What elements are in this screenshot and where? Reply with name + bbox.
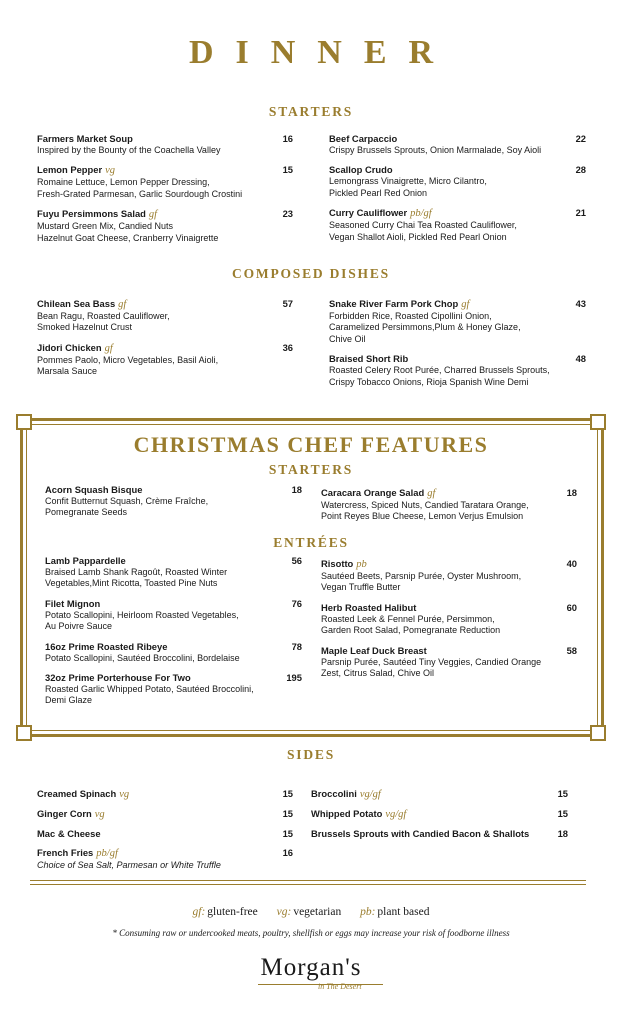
menu-item: [329, 353, 586, 388]
menu-item-name: [329, 353, 586, 365]
menu-item-price: 15: [282, 808, 293, 819]
menu-item: [329, 133, 586, 156]
menu-item-description: Choice of Sea Salt, Parmesan or White Truffle: [37, 860, 221, 870]
menu-item-name: [37, 847, 293, 860]
menu-item-price: 18: [291, 484, 302, 495]
frame-corner-ornament: [590, 414, 606, 430]
menu-item-description: Zest, Citrus Salad, Chive Oil: [321, 668, 435, 679]
diet-tag: vg: [119, 789, 130, 800]
menu-item: [311, 828, 568, 840]
diet-legend: [0, 906, 622, 918]
menu-item-name-text: Whipped Potato: [311, 808, 383, 819]
menu-item-description: Pommes Paolo, Micro Vegetables, Basil Aioli,: [37, 354, 219, 365]
menu-item-price: 15: [557, 808, 568, 819]
menu-item-price: 58: [566, 644, 577, 656]
legend-pb-key: pb:: [360, 906, 376, 918]
menu-item: [37, 298, 293, 334]
menu-item: [37, 342, 293, 378]
menu-item: [311, 788, 568, 801]
menu-item-name-text: Fuyu Persimmons Salad: [37, 208, 146, 220]
menu-item: [45, 672, 302, 707]
foodborne-illness-disclaimer: * Consuming raw or undercooked meats, poultry, shellfish or eggs may increase your risk of foodborne illness: [112, 928, 510, 938]
menu-item-name: [321, 602, 577, 614]
menu-item-name-text: Mac & Cheese: [37, 828, 101, 839]
menu-item-name-text: Snake River Farm Pork Chop: [329, 298, 459, 309]
menu-item-name: [321, 645, 577, 657]
menu-item-price: 43: [575, 298, 586, 309]
christmas-features-title: CHRISTMAS CHEF FEATURES: [133, 432, 489, 457]
legend-vg-label: vegetarian: [293, 906, 342, 918]
menu-item-name: [37, 298, 293, 311]
starters-heading: STARTERS: [268, 104, 354, 119]
menu-item-name: [329, 298, 586, 311]
menu-item: [329, 207, 586, 243]
menu-item-name: [37, 828, 293, 840]
frame-corner-ornament: [16, 725, 32, 741]
menu-title: DINNER: [188, 34, 456, 71]
menu-item-description: Watercress, Spiced Nuts, Candied Taratara Orange,: [321, 500, 529, 510]
menu-item: [37, 208, 293, 244]
menu-item-price: 15: [282, 828, 293, 839]
menu-item-price: 18: [557, 828, 568, 839]
menu-item-price: 76: [291, 597, 302, 609]
menu-item-price: 78: [291, 640, 302, 652]
menu-item-description: Hazelnut Goat Cheese, Cranberry Vinaigrette: [37, 232, 219, 243]
menu-item-description: Vegan Truffle Butter: [321, 582, 401, 593]
menu-item-description: Fresh-Grated Parmesan, Garlic Sourdough Crostini: [37, 188, 243, 199]
menu-item-description: Sautéed Beets, Parsnip Purée, Oyster Mushroom,: [321, 571, 522, 581]
diet-tag: vg: [105, 165, 116, 177]
menu-item-name-text: Broccolini: [311, 788, 357, 799]
menu-item-description: Vegetables,Mint Ricotta, Toasted Pine Nuts: [45, 578, 218, 589]
menu-item: [45, 641, 302, 664]
diet-tag: gf: [461, 299, 470, 310]
menu-item-price: 195: [286, 672, 302, 684]
menu-item-name-text: Lamb Pappardelle: [45, 555, 126, 566]
menu-item-description: Caramelized Persimmons,Plum & Honey Glaze,: [329, 322, 521, 333]
christmas-entrees-left-column: [45, 555, 302, 715]
menu-item-price: 15: [282, 788, 293, 799]
menu-item-name: [45, 598, 302, 610]
menu-item-name-text: 32oz Prime Porterhouse For Two: [45, 672, 191, 684]
menu-item-name: [37, 342, 293, 355]
menu-item: [37, 828, 293, 840]
diet-tag: vg/gf: [359, 789, 381, 800]
diet-tag: pb/gf: [96, 848, 118, 859]
menu-item-name-text: Risotto: [321, 558, 354, 569]
menu-item-description: Point Reyes Blue Cheese, Lemon Verjus Emulsion: [321, 511, 524, 522]
menu-item-name-text: Scallop Crudo: [329, 164, 393, 176]
menu-item-price: 15: [282, 164, 293, 176]
menu-item-name: [45, 641, 302, 653]
legend-pb-label: plant based: [377, 906, 430, 918]
menu-item-description: Crispy Tobacco Onions, Rioja Spanish Wine Demi: [329, 376, 529, 387]
menu-item-price: 28: [575, 164, 586, 176]
menu-item-name: [45, 672, 302, 684]
menu-item-name-text: Chilean Sea Bass: [37, 298, 116, 309]
menu-item-description: Roasted Celery Root Purée, Charred Brussels Sprouts,: [329, 365, 550, 376]
menu-item: [329, 164, 586, 199]
menu-item-price: 23: [282, 208, 293, 220]
menu-item-name-text: Caracara Orange Salad: [321, 487, 425, 498]
menu-item-name-text: Brussels Sprouts with Candied Bacon & Shallots: [311, 828, 530, 839]
composed-left-column: [37, 298, 293, 386]
menu-item-description: Au Poivre Sauce: [45, 621, 113, 632]
menu-item-name-text: Filet Mignon: [45, 597, 101, 609]
sides-left-column: [37, 788, 293, 878]
menu-item-description: Braised Lamb Shank Ragoût, Roasted Winter: [45, 567, 228, 577]
diet-tag: vg/gf: [385, 809, 407, 820]
menu-item-name-text: Curry Cauliflower: [329, 207, 408, 219]
menu-item-name: [37, 208, 293, 221]
menu-item-description: Roasted Leek & Fennel Purée, Persimmon,: [321, 613, 495, 624]
menu-item-description: Marsala Sauce: [37, 366, 98, 377]
menu-item-name-text: Braised Short Rib: [329, 353, 409, 365]
menu-item-name-text: Creamed Spinach: [37, 788, 117, 799]
menu-item-name-text: Lemon Pepper: [37, 164, 103, 176]
menu-item-name: [37, 808, 293, 821]
diet-tag: gf: [118, 299, 127, 310]
menu-item: [311, 808, 568, 821]
menu-item-description: Roasted Garlic Whipped Potato, Sautéed Broccolini,: [45, 684, 254, 695]
menu-item-name: [329, 164, 586, 176]
menu-item-price: 16: [282, 133, 293, 144]
diet-tag: gf: [427, 488, 436, 499]
menu-item-name: [45, 555, 302, 567]
menu-item-price: 18: [566, 487, 577, 498]
legend-gf-key: gf:: [192, 906, 206, 918]
composed-right-column: [329, 298, 586, 396]
menu-item: [37, 808, 293, 821]
menu-item-name: [329, 207, 586, 220]
menu-item: [37, 788, 293, 801]
menu-item-price: 48: [575, 353, 586, 365]
menu-item-description: Potato Scallopini, Sautéed Broccolini, Bordelaise: [45, 652, 240, 663]
divider-line: [30, 884, 586, 885]
menu-item-description: Confit Butternut Squash, Crème Fraîche,: [45, 496, 209, 506]
menu-item-name-text: Ginger Corn: [37, 808, 92, 819]
menu-item-description: Romaine Lettuce, Lemon Pepper Dressing,: [37, 177, 210, 188]
menu-item: [37, 133, 293, 156]
christmas-starters-right-column: [321, 487, 577, 531]
menu-item-description: Pomegranate Seeds: [45, 507, 128, 518]
divider-line: [30, 880, 586, 881]
menu-item: [321, 558, 577, 594]
menu-item-description: Lemongrass Vinaigrette, Micro Cilantro,: [329, 176, 487, 187]
menu-item-name-text: 16oz Prime Roasted Ribeye: [45, 640, 168, 652]
menu-item-name-text: French Fries: [37, 847, 94, 858]
diet-tag: pb: [356, 559, 367, 570]
menu-item-name: [37, 788, 293, 801]
menu-item-description: Seasoned Curry Chai Tea Roasted Cauliflower,: [329, 220, 517, 231]
menu-item-description: Potato Scallopini, Heirloom Roasted Vegetables,: [45, 609, 239, 620]
menu-item-name: [311, 788, 568, 801]
logo-wordmark: Morgan's: [260, 954, 362, 981]
menu-item-description: Parsnip Purée, Sautéed Tiny Veggies, Candied Orange: [321, 656, 542, 667]
menu-item-description: Vegan Shallot Aioli, Pickled Red Pearl Onion: [329, 231, 507, 242]
legend-vg-key: vg:: [276, 906, 292, 918]
menu-item-price: 57: [282, 298, 293, 309]
diet-tag: pb/gf: [410, 208, 432, 220]
menu-item-description: Inspired by the Bounty of the Coachella Valley: [37, 145, 221, 155]
menu-item-description: Bean Ragu, Roasted Cauliflower,: [37, 311, 170, 321]
menu-item-name: [321, 558, 577, 571]
menu-item-name-text: Herb Roasted Halibut: [321, 601, 417, 613]
menu-item-name: [311, 828, 568, 840]
christmas-entrees-heading: ENTRÉES: [273, 535, 349, 550]
menu-item-name-text: Jidori Chicken: [37, 341, 102, 353]
menu-item-name-text: Acorn Squash Bisque: [45, 484, 143, 495]
menu-item-name: [321, 487, 577, 500]
menu-item-description: Crispy Brussels Sprouts, Onion Marmalade, Soy Aioli: [329, 145, 542, 155]
menu-item-name-text: Maple Leaf Duck Breast: [321, 644, 427, 656]
menu-item-name: [37, 164, 293, 177]
menu-item: [45, 555, 302, 590]
menu-item-name: [37, 133, 293, 145]
christmas-entrees-right-column: [321, 558, 577, 687]
menu-item: [45, 598, 302, 633]
menu-item: [329, 298, 586, 345]
restaurant-logo: [0, 954, 622, 991]
diet-tag: gf: [148, 209, 158, 221]
menu-item-description: Smoked Hazelnut Crust: [37, 322, 133, 333]
menu-item-price: 36: [282, 341, 293, 353]
menu-item-name: [311, 808, 568, 821]
menu-item: [37, 847, 293, 871]
menu-item-name-text: Farmers Market Soup: [37, 133, 133, 144]
menu-item-description: Garden Root Salad, Pomegranate Reduction: [321, 625, 501, 636]
menu-item-price: 22: [575, 133, 586, 144]
legend-gf-label: gluten-free: [207, 906, 258, 918]
christmas-starters-left-column: [45, 484, 302, 527]
menu-item: [321, 645, 577, 680]
menu-item-price: 40: [566, 558, 577, 569]
menu-item: [321, 602, 577, 637]
menu-item-price: 15: [557, 788, 568, 799]
menu-item-description: Pickled Pearl Red Onion: [329, 187, 428, 198]
logo-subtitle: in The Desert: [318, 982, 362, 991]
frame-corner-ornament: [16, 414, 32, 430]
menu-item: [45, 484, 302, 519]
menu-item: [321, 487, 577, 523]
menu-item-price: 21: [575, 207, 586, 219]
diet-tag: gf: [104, 342, 113, 354]
menu-item-description: Forbidden Rice, Roasted Cipollini Onion,: [329, 311, 492, 321]
menu-item-description: Demi Glaze: [45, 695, 93, 706]
diet-tag: vg: [94, 809, 105, 820]
menu-item-price: 16: [282, 847, 293, 858]
menu-item-name: [329, 133, 586, 145]
composed-dishes-heading: COMPOSED DISHES: [232, 266, 390, 281]
christmas-starters-heading: STARTERS: [268, 462, 354, 477]
sides-heading: SIDES: [286, 747, 336, 762]
menu-item-price: 60: [566, 601, 577, 613]
frame-corner-ornament: [590, 725, 606, 741]
starters-right-column: [329, 133, 586, 251]
menu-item-description: Mustard Green Mix, Candied Nuts: [37, 221, 174, 232]
menu-item: [37, 164, 293, 200]
menu-item-name: [45, 484, 302, 496]
menu-item-price: 56: [291, 555, 302, 566]
menu-item-description: Chive Oil: [329, 333, 366, 344]
starters-left-column: [37, 133, 293, 252]
menu-item-name-text: Beef Carpaccio: [329, 133, 398, 144]
sides-right-column: [311, 788, 568, 847]
